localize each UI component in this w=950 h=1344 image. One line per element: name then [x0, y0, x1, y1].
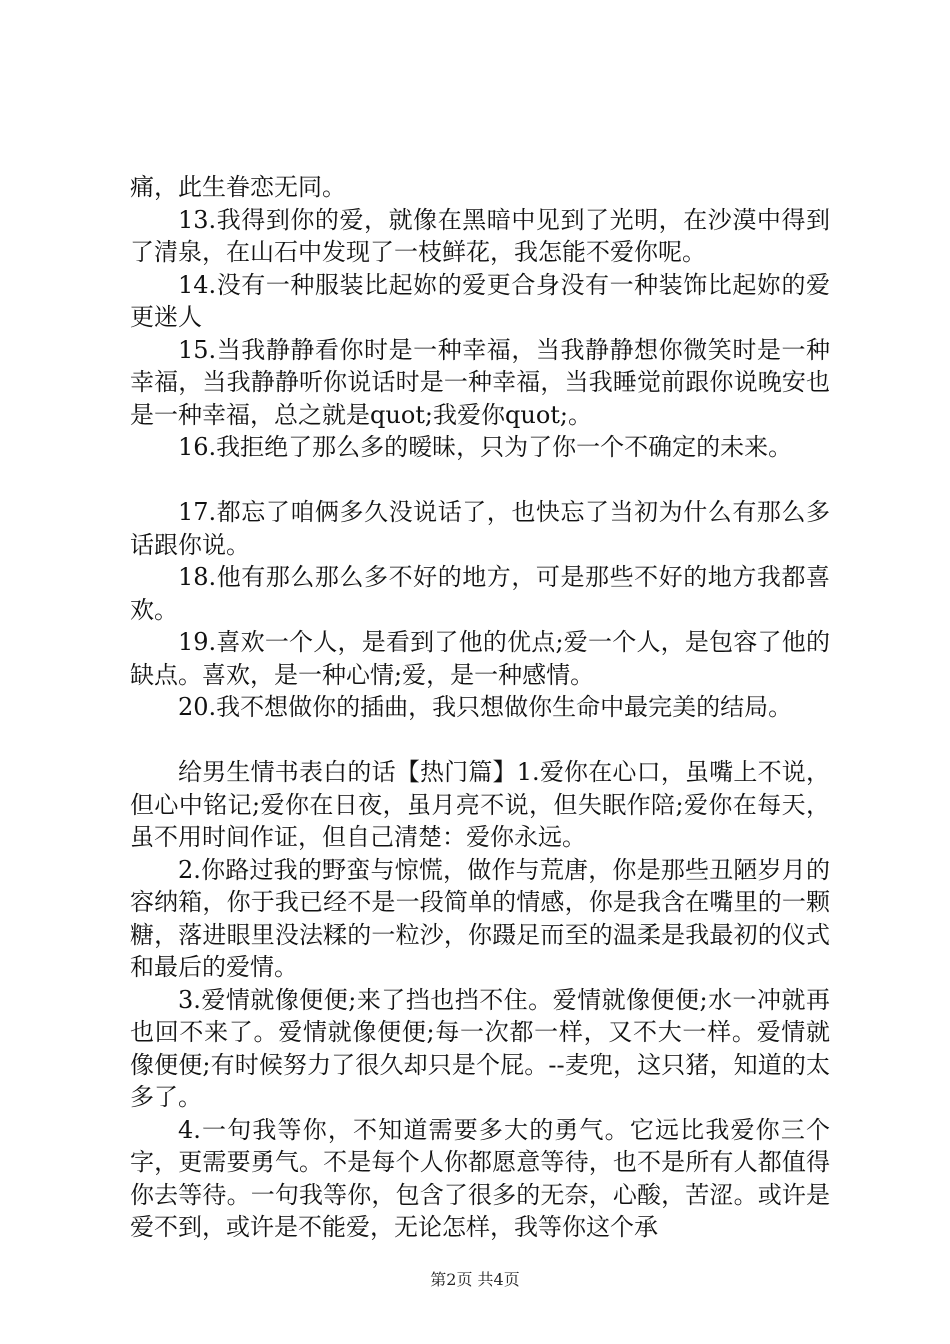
- section-gap: [130, 724, 830, 757]
- paragraph-item-4: 4.一句我等你，不知道需要多大的勇气。它远比我爱你三个字，更需要勇气。不是每个人你都愿意等待，也不是所有人都值得你去等待。一句我等你，包含了很多的无奈，心酸，苦涩。或许是爱不到，或许是不能爱，无论怎样，我等你这个承: [130, 1115, 830, 1241]
- paragraph-item-19: 19.喜欢一个人，是看到了他的优点;爱一个人，是包容了他的缺点。喜欢，是一种心情;爱，是一种感情。: [130, 628, 830, 689]
- paragraph-item-16: 16.我拒绝了那么多的暧昧，只为了你一个不确定的未来。: [178, 433, 793, 461]
- paragraph-item-17: 17.都忘了咱俩多久没说话了，也快忘了当初为什么有那么多话跟你说。: [130, 498, 830, 559]
- paragraph-item-20: 20.我不想做你的插曲，我只想做你生命中最完美的结局。: [178, 693, 793, 721]
- paragraph-item-3: 3.爱情就像便便;来了挡也挡不住。爱情就像便便;水一冲就再也回不来了。爱情就像便便;每一次都一样，又不大一样。爱情就像便便;有时候努力了很久却只是个屁。--麦兜，这只猪，知道的太多了。: [130, 985, 830, 1111]
- section-heading-paragraph: 给男生情书表白的话【热门篇】1.爱你在心口，虽嘴上不说，但心中铭记;爱你在日夜，虽月亮不说，但失眠作陪;爱你在每天，虽不用时间作证，但自己清楚：爱你永远。: [130, 758, 830, 851]
- paragraph-item-2: 2.你路过我的野蛮与惊慌，做作与荒唐，你是那些丑陋岁月的容纳箱，你于我已经不是一段简单的情感，你是我含在嘴里的一颗糖，落进眼里没法糅的一粒沙，你蹑足而至的温柔是我最初的仪式和最后的爱情。: [130, 855, 830, 981]
- paragraph-item-13: 13.我得到你的爱，就像在黑暗中见到了光明，在沙漠中得到了清泉，在山石中发现了一枝鲜花，我怎能不爱你呢。: [130, 205, 830, 266]
- document-body: [130, 171, 830, 1244]
- paragraph-item-14: 14.没有一种服装比起妳的爱更合身没有一种装饰比起妳的爱更迷人: [130, 270, 830, 331]
- paragraph-item-18: 18.他有那么那么多不好的地方，可是那些不好的地方我都喜欢。: [130, 563, 830, 624]
- paragraph-continuation: 痛，此生眷恋无同。: [130, 173, 346, 201]
- paragraph-gap: [130, 464, 830, 497]
- page-number-footer: 第2页 共4页: [430, 1270, 520, 1289]
- paragraph-item-15: 15.当我静静看你时是一种幸福，当我静静想你微笑时是一种幸福，当我静静听你说话时是一种幸福，当我睡觉前跟你说晚安也是一种幸福，总之就是quot;我爱你quot;。: [130, 335, 830, 429]
